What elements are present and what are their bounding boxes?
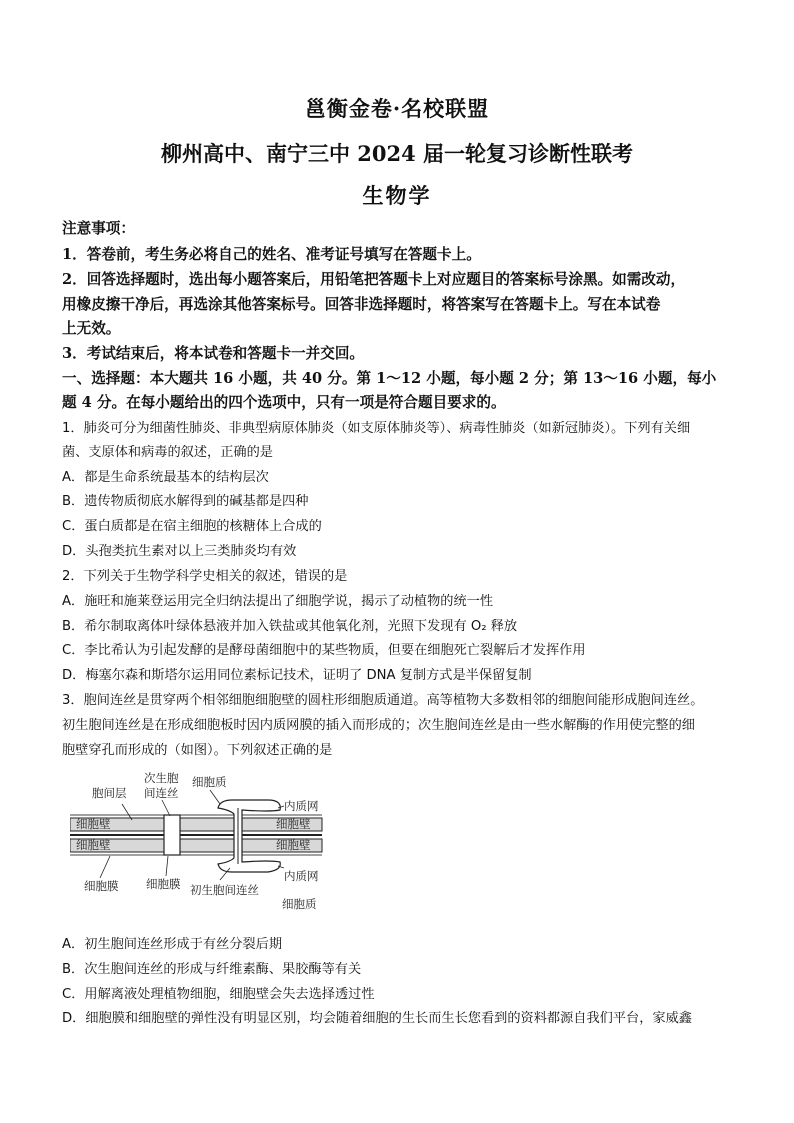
- notice-item-2a: 2．回答选择题时，选出每小题答案后，用铅笔把答题卡上对应题目的答案标号涂黑。如需改动，: [62, 271, 686, 288]
- q3-option-a: A．初生胞间连丝形成于有丝分裂后期: [62, 937, 283, 952]
- subject-title: 生物学: [362, 183, 432, 208]
- q3-stem-2: 初生胞间连丝是在形成细胞板时因内质网膜的插入而形成的；次生胞间连丝是由一些水解酶的作用使完整的细: [62, 718, 695, 733]
- label-membrane-left: 细胞膜: [84, 879, 119, 893]
- label-wall-right-bottom: 细胞壁: [276, 838, 311, 852]
- brand-title: 邕衡金卷·名校联盟: [304, 96, 490, 121]
- secondary-plasmodesma: [164, 815, 180, 855]
- label-secondary-2: 间连丝: [144, 786, 179, 800]
- q2-option-d: D．梅塞尔森和斯塔尔运用同位素标记技术，证明了 DNA 复制方式是半保留复制: [62, 668, 532, 683]
- q1-stem-1: 1．肺炎可分为细菌性肺炎、非典型病原体肺炎（如支原体肺炎等）、病毒性肺炎（如新冠肺炎）。下列有关细: [62, 421, 691, 436]
- q1-option-c: C．蛋白质都是在宿主细胞的核糖体上合成的: [62, 519, 322, 534]
- q3-option-d: D．细胞膜和细胞壁的弹性没有明显区别，均会随着细胞的生长而生长您看到的资料都源自我们平台，家威鑫: [62, 1011, 692, 1026]
- label-wall-left-bottom: 细胞壁: [76, 838, 111, 852]
- label-cytoplasm-top: 细胞质: [192, 775, 227, 789]
- notice-item-1: 1．答卷前，考生务必将自己的姓名、准考证号填写在答题卡上。: [62, 246, 481, 263]
- exam-title: 柳州高中、南宁三中 2024 届一轮复习诊断性联考: [160, 141, 634, 166]
- q3-stem-1: 3．胞间连丝是贯穿两个相邻细胞细胞壁的圆柱形细胞质通道。高等植物大多数相邻的细胞间能形成胞间连丝。: [62, 693, 704, 708]
- q3-stem-3: 胞壁穿孔而形成的（如图）。下列叙述正确的是: [62, 743, 333, 758]
- label-wall-left-top: 细胞壁: [76, 817, 111, 831]
- notice-item-2c: 上无效。: [62, 320, 121, 337]
- label-wall-right-top: 细胞壁: [276, 817, 311, 831]
- label-secondary-1: 次生胞: [144, 771, 179, 785]
- label-primary: 初生胞间连丝: [190, 883, 259, 897]
- section1-line-1: 一、选择题：本大题共 16 小题，共 40 分。第 1～12 小题，每小题 2 分；第 13～16 小题，每小: [62, 370, 717, 387]
- q2-stem-1: 2．下列关于生物学科学史相关的叙述，错误的是: [62, 569, 348, 584]
- label-cytoplasm-bottom: 细胞质: [282, 897, 317, 911]
- q3-option-c: C．用解离液处理植物细胞，细胞壁会失去选择透过性: [62, 987, 375, 1002]
- q1-option-a: A．都是生命系统最基本的结构层次: [62, 470, 269, 485]
- q3-option-b: B．次生胞间连丝的形成与纤维素酶、果胶酶等有关: [62, 962, 362, 977]
- label-middle-lamella: 胞间层: [92, 786, 127, 800]
- label-membrane-mid: 细胞膜: [146, 877, 181, 891]
- section1-line-2: 题 4 分。在每小题给出的四个选项中，只有一项是符合题目要求的。: [62, 394, 506, 411]
- notice-heading: 注意事项：: [62, 220, 135, 237]
- q1-option-b: B．遗传物质彻底水解得到的碱基都是四种: [62, 494, 309, 509]
- q1-stem-2: 菌、支原体和病毒的叙述，正确的是: [62, 445, 273, 460]
- notice-item-3: 3．考试结束后，将本试卷和答题卡一并交回。: [62, 345, 365, 362]
- q1-option-d: D．头孢类抗生素对以上三类肺炎均有效: [62, 544, 297, 559]
- q2-option-c: C．李比希认为引起发酵的是酵母菌细胞中的某些物质，但要在细胞死亡裂解后才发挥作用: [62, 643, 586, 658]
- label-er-top: 内质网: [284, 799, 319, 813]
- notice-item-2b: 用橡皮擦干净后，再选涂其他答案标号。回答非选择题时，将答案写在答题卡上。写在本试卷: [62, 296, 661, 313]
- q2-option-b: B．希尔制取离体叶绿体悬液并加入铁盐或其他氧化剂，光照下发现有 O₂ 释放: [62, 619, 518, 634]
- q2-option-a: A．施旺和施莱登运用完全归纳法提出了细胞学说，揭示了动植物的统一性: [62, 594, 494, 609]
- label-er-bottom: 内质网: [284, 869, 319, 883]
- plasmodesmata-figure: [70, 770, 350, 918]
